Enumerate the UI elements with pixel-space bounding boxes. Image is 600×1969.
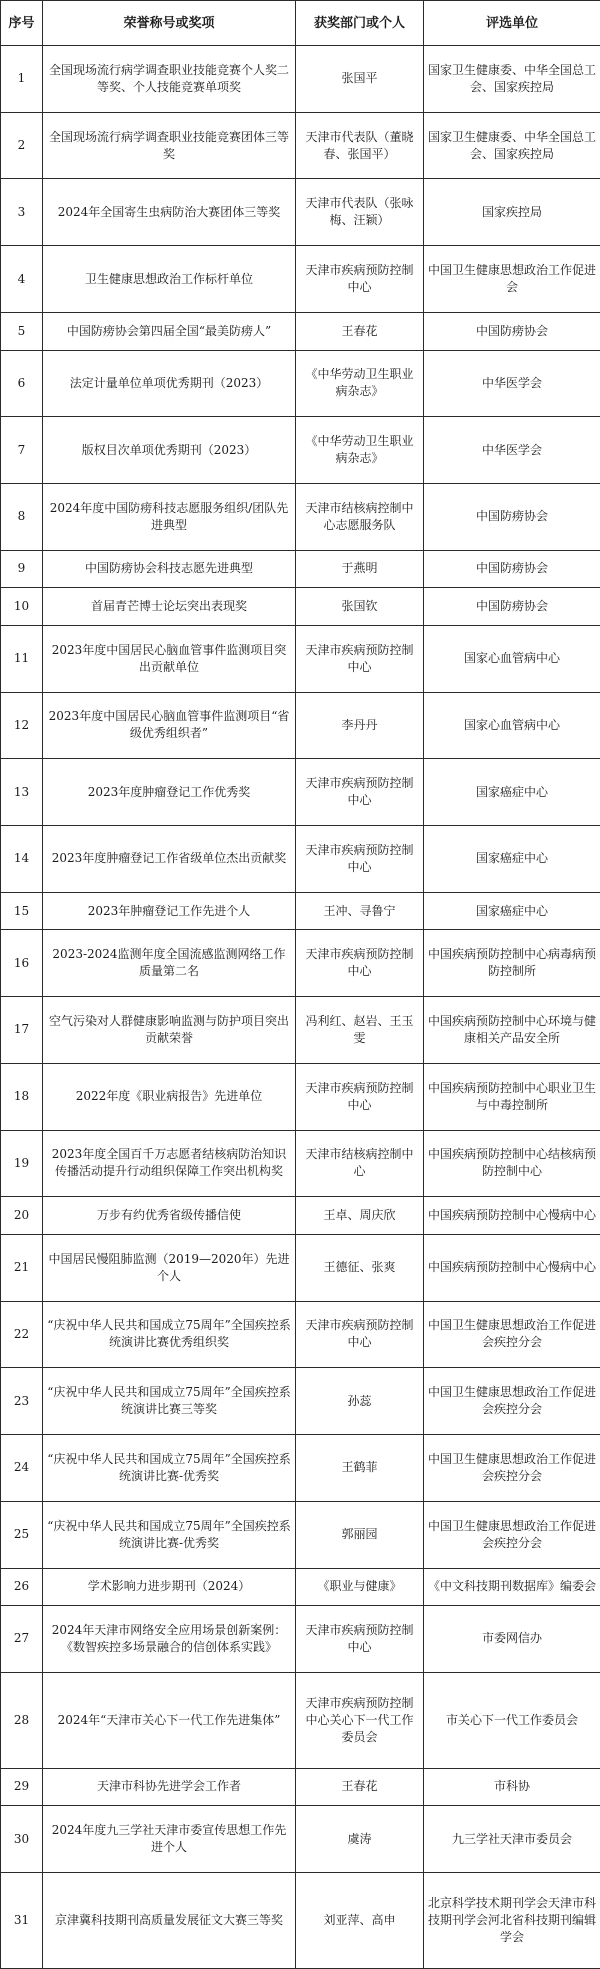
cell-org: 国家卫生健康委、中华全国总工会、国家疾控局 — [424, 46, 600, 113]
cell-no: 16 — [1, 930, 43, 997]
table-row — [1, 417, 600, 484]
cell-no: 9 — [1, 550, 43, 588]
cell-org: 中国疾病预防控制中心慢病中心 — [424, 1197, 600, 1235]
table-row — [1, 312, 600, 350]
cell-award: “庆祝中华人民共和国成立75周年”全国疾控系统演讲比赛-优秀奖 — [43, 1501, 296, 1568]
cell-org: 市委网信办 — [424, 1606, 600, 1673]
cell-no: 28 — [1, 1672, 43, 1768]
table-row — [1, 1672, 600, 1768]
cell-org: 九三学社天津市委员会 — [424, 1806, 600, 1873]
table-row — [1, 46, 600, 113]
header-no: 序号 — [1, 1, 43, 46]
cell-award: 2022年度《职业病报告》先进单位 — [43, 1063, 296, 1130]
cell-org: 中国卫生健康思想政治工作促进会疾控分会 — [424, 1501, 600, 1568]
cell-org: 中国疾病预防控制中心病毒病预防控制所 — [424, 930, 600, 997]
cell-org: 国家心血管病中心 — [424, 625, 600, 692]
cell-winner: 天津市结核病控制中心 — [296, 1130, 424, 1197]
cell-award: “庆祝中华人民共和国成立75周年”全国疾控系统演讲比赛优秀组织奖 — [43, 1301, 296, 1368]
cell-award: 2023年度中国居民心脑血管事件监测项目突出贡献单位 — [43, 625, 296, 692]
cell-winner: 天津市疾病预防控制中心 — [296, 625, 424, 692]
cell-no: 11 — [1, 625, 43, 692]
cell-org: 中国疾病预防控制中心慢病中心 — [424, 1234, 600, 1301]
cell-winner: 王冲、寻鲁宁 — [296, 892, 424, 930]
cell-org: 市关心下一代工作委员会 — [424, 1672, 600, 1768]
cell-winner: 王卓、周庆欣 — [296, 1197, 424, 1235]
table-row — [1, 1301, 600, 1368]
table-row — [1, 1130, 600, 1197]
cell-org: 市科协 — [424, 1768, 600, 1806]
cell-winner: 天津市结核病控制中心志愿服务队 — [296, 483, 424, 550]
cell-org: 中华医学会 — [424, 417, 600, 484]
cell-award: 卫生健康思想政治工作标杆单位 — [43, 246, 296, 313]
cell-org: 中国卫生健康思想政治工作促进会疾控分会 — [424, 1368, 600, 1435]
table-row — [1, 692, 600, 759]
cell-winner: 《中华劳动卫生职业病杂志》 — [296, 350, 424, 417]
cell-no: 14 — [1, 826, 43, 893]
cell-award: 学术影响力进步期刊（2024） — [43, 1568, 296, 1606]
cell-org: 中国防痨协会 — [424, 483, 600, 550]
cell-org: 中华医学会 — [424, 350, 600, 417]
cell-no: 25 — [1, 1501, 43, 1568]
table-row — [1, 1368, 600, 1435]
cell-award: 中国防痨协会第四届全国“最美防痨人” — [43, 312, 296, 350]
cell-no: 22 — [1, 1301, 43, 1368]
table-row — [1, 1501, 600, 1568]
table-row — [1, 588, 600, 626]
cell-award: 版权目次单项优秀期刊（2023） — [43, 417, 296, 484]
cell-no: 3 — [1, 179, 43, 246]
header-winner: 获奖部门或个人 — [296, 1, 424, 46]
table-row — [1, 1768, 600, 1806]
cell-winner: 天津市疾病预防控制中心关心下一代工作委员会 — [296, 1672, 424, 1768]
cell-winner: 天津市疾病预防控制中心 — [296, 759, 424, 826]
table-row — [1, 1606, 600, 1673]
cell-org: 国家卫生健康委、中华全国总工会、国家疾控局 — [424, 112, 600, 179]
table-row — [1, 112, 600, 179]
table-row — [1, 1568, 600, 1606]
cell-org: 中国疾病预防控制中心结核病预防控制中心 — [424, 1130, 600, 1197]
cell-award: 万步有约优秀省级传播信使 — [43, 1197, 296, 1235]
cell-winner: 天津市疾病预防控制中心 — [296, 1606, 424, 1673]
cell-winner: 天津市代表队（董晓春、张国平） — [296, 112, 424, 179]
cell-winner: 天津市疾病预防控制中心 — [296, 246, 424, 313]
cell-no: 2 — [1, 112, 43, 179]
table-row — [1, 1234, 600, 1301]
header-row — [1, 1, 600, 46]
cell-winner: 冯利红、赵岩、王玉雯 — [296, 997, 424, 1064]
cell-no: 15 — [1, 892, 43, 930]
cell-award: 2024年天津市网络安全应用场景创新案例：《数智疾控多场景融合的信创体系实践》 — [43, 1606, 296, 1673]
cell-award: 2023年度全国百千万志愿者结核病防治知识传播活动提升行动组织保障工作突出机构奖 — [43, 1130, 296, 1197]
cell-winner: 王鹤菲 — [296, 1435, 424, 1502]
table-body — [1, 46, 600, 1969]
cell-award: 2023-2024监测年度全国流感监测网络工作质量第二名 — [43, 930, 296, 997]
cell-award: 中国居民慢阻肺监测（2019—2020年）先进个人 — [43, 1234, 296, 1301]
cell-no: 7 — [1, 417, 43, 484]
cell-no: 6 — [1, 350, 43, 417]
cell-org: 《中文科技期刊数据库》编委会 — [424, 1568, 600, 1606]
table-row — [1, 892, 600, 930]
cell-award: 空气污染对人群健康影响监测与防护项目突出贡献荣誉 — [43, 997, 296, 1064]
cell-org: 国家心血管病中心 — [424, 692, 600, 759]
cell-no: 27 — [1, 1606, 43, 1673]
table-row — [1, 826, 600, 893]
cell-winner: 虞涛 — [296, 1806, 424, 1873]
table-row — [1, 246, 600, 313]
cell-no: 30 — [1, 1806, 43, 1873]
cell-award: 全国现场流行病学调查职业技能竞赛个人奖二等奖、个人技能竞赛单项奖 — [43, 46, 296, 113]
table-row — [1, 179, 600, 246]
cell-winner: 刘亚萍、高申 — [296, 1872, 424, 1968]
cell-org: 中国卫生健康思想政治工作促进会疾控分会 — [424, 1301, 600, 1368]
cell-org: 国家疾控局 — [424, 179, 600, 246]
cell-winner: 张国钦 — [296, 588, 424, 626]
cell-org: 国家癌症中心 — [424, 826, 600, 893]
cell-award: 2023年度中国居民心脑血管事件监测项目“省级优秀组织者” — [43, 692, 296, 759]
cell-no: 12 — [1, 692, 43, 759]
cell-winner: 孙蕊 — [296, 1368, 424, 1435]
cell-no: 1 — [1, 46, 43, 113]
cell-winner: 王春花 — [296, 1768, 424, 1806]
cell-award: 中国防痨协会科技志愿先进典型 — [43, 550, 296, 588]
cell-org: 中国防痨协会 — [424, 588, 600, 626]
table-row — [1, 1806, 600, 1873]
cell-org: 中国疾病预防控制中心职业卫生与中毒控制所 — [424, 1063, 600, 1130]
cell-winner: 天津市疾病预防控制中心 — [296, 826, 424, 893]
cell-award: 2023年肿瘤登记工作先进个人 — [43, 892, 296, 930]
cell-award: 2024年度中国防痨科技志愿服务组织/团队先进典型 — [43, 483, 296, 550]
cell-award: 天津市科协先进学会工作者 — [43, 1768, 296, 1806]
cell-no: 17 — [1, 997, 43, 1064]
header-award: 荣誉称号或奖项 — [43, 1, 296, 46]
cell-award: 2023年度肿瘤登记工作优秀奖 — [43, 759, 296, 826]
cell-org: 北京科学技术期刊学会天津市科技期刊学会河北省科技期刊编辑学会 — [424, 1872, 600, 1968]
table-row — [1, 1063, 600, 1130]
cell-winner: 王德征、张爽 — [296, 1234, 424, 1301]
cell-no: 21 — [1, 1234, 43, 1301]
cell-org: 中国疾病预防控制中心环境与健康相关产品安全所 — [424, 997, 600, 1064]
cell-org: 中国卫生健康思想政治工作促进会 — [424, 246, 600, 313]
table-row — [1, 483, 600, 550]
cell-award: 全国现场流行病学调查职业技能竞赛团体三等奖 — [43, 112, 296, 179]
cell-winner: 《职业与健康》 — [296, 1568, 424, 1606]
cell-winner: 郭丽园 — [296, 1501, 424, 1568]
table-row — [1, 1435, 600, 1502]
cell-org: 中国卫生健康思想政治工作促进会疾控分会 — [424, 1435, 600, 1502]
cell-no: 8 — [1, 483, 43, 550]
cell-org: 国家癌症中心 — [424, 892, 600, 930]
cell-winner: 天津市疾病预防控制中心 — [296, 1301, 424, 1368]
cell-no: 10 — [1, 588, 43, 626]
cell-winner: 张国平 — [296, 46, 424, 113]
cell-org: 国家癌症中心 — [424, 759, 600, 826]
cell-award: 2023年度肿瘤登记工作省级单位杰出贡献奖 — [43, 826, 296, 893]
cell-award: 京津冀科技期刊高质量发展征文大赛三等奖 — [43, 1872, 296, 1968]
cell-winner: 天津市疾病预防控制中心 — [296, 930, 424, 997]
cell-no: 23 — [1, 1368, 43, 1435]
cell-org: 中国防痨协会 — [424, 312, 600, 350]
cell-no: 5 — [1, 312, 43, 350]
table-row — [1, 930, 600, 997]
cell-no: 31 — [1, 1872, 43, 1968]
cell-no: 18 — [1, 1063, 43, 1130]
cell-award: “庆祝中华人民共和国成立75周年”全国疾控系统演讲比赛三等奖 — [43, 1368, 296, 1435]
cell-winner: 王春花 — [296, 312, 424, 350]
cell-award: 2024年全国寄生虫病防治大赛团体三等奖 — [43, 179, 296, 246]
table-row — [1, 625, 600, 692]
cell-no: 24 — [1, 1435, 43, 1502]
cell-no: 19 — [1, 1130, 43, 1197]
table-row — [1, 350, 600, 417]
cell-winner: 李丹丹 — [296, 692, 424, 759]
table-row — [1, 550, 600, 588]
cell-no: 13 — [1, 759, 43, 826]
cell-no: 20 — [1, 1197, 43, 1235]
cell-award: 首届青芒博士论坛突出表现奖 — [43, 588, 296, 626]
cell-winner: 天津市代表队（张咏梅、汪颖） — [296, 179, 424, 246]
table-row — [1, 997, 600, 1064]
cell-winner: 《中华劳动卫生职业病杂志》 — [296, 417, 424, 484]
cell-award: 2024年度九三学社天津市委宣传思想工作先进个人 — [43, 1806, 296, 1873]
cell-org: 中国防痨协会 — [424, 550, 600, 588]
header-org: 评选单位 — [424, 1, 600, 46]
cell-winner: 天津市疾病预防控制中心 — [296, 1063, 424, 1130]
cell-award: 法定计量单位单项优秀期刊（2023） — [43, 350, 296, 417]
cell-award: 2024年“天津市关心下一代工作先进集体” — [43, 1672, 296, 1768]
cell-no: 4 — [1, 246, 43, 313]
cell-no: 29 — [1, 1768, 43, 1806]
cell-award: “庆祝中华人民共和国成立75周年”全国疾控系统演讲比赛-优秀奖 — [43, 1435, 296, 1502]
cell-winner: 于燕明 — [296, 550, 424, 588]
table-row — [1, 1197, 600, 1235]
table-row — [1, 759, 600, 826]
table-row — [1, 1872, 600, 1968]
cell-no: 26 — [1, 1568, 43, 1606]
